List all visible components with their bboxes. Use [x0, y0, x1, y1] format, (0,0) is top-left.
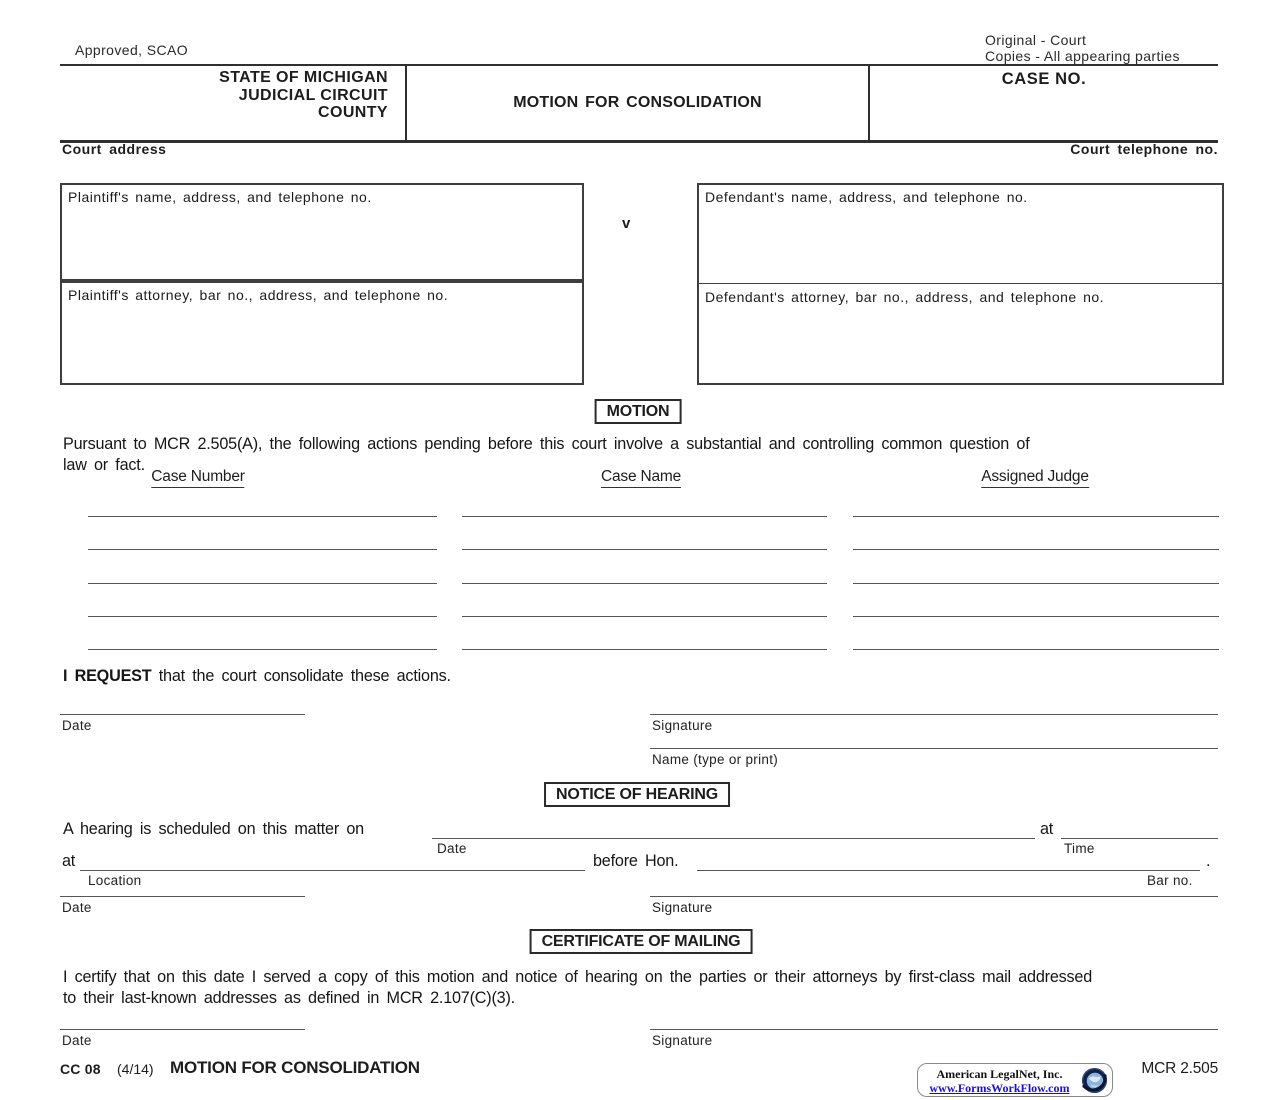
approved-scao-note: Approved, SCAO — [75, 42, 188, 58]
hearing-bar-no-label: Bar no. — [1147, 873, 1193, 888]
county-label: COUNTY — [318, 104, 388, 121]
plaintiff-name-box[interactable] — [60, 183, 584, 281]
footer-form-title: MOTION FOR CONSOLIDATION — [170, 1058, 420, 1077]
mailing-signature-label: Signature — [652, 1033, 713, 1048]
judicial-circuit-label: JUDICIAL CIRCUIT — [238, 86, 388, 104]
case-row-2-col-1-line[interactable] — [88, 549, 437, 550]
hearing-date-label: Date — [437, 841, 467, 856]
hearing-location-line[interactable] — [80, 870, 585, 871]
defendant-box-divider — [699, 283, 1222, 284]
case-row-4-col-2-line[interactable] — [462, 616, 827, 617]
case-row-2-col-2-line[interactable] — [462, 549, 827, 550]
hearing-date2-label: Date — [62, 900, 92, 915]
mailing-date-label: Date — [62, 1033, 92, 1048]
motion-paragraph-line-1: Pursuant to MCR 2.505(A), the following actions pending before this court involve a substantial and controlling common question of — [63, 435, 1030, 453]
notice-of-hearing-heading: NOTICE OF HEARING — [544, 782, 730, 807]
footer-form-code: CC 08 — [60, 1061, 101, 1077]
motion-name-line[interactable] — [650, 748, 1218, 749]
legalnet-globe-icon — [1081, 1067, 1108, 1094]
hearing-signature-line[interactable] — [650, 896, 1218, 897]
plaintiff-attorney-box[interactable] — [60, 281, 584, 385]
case-row-5-col-1-line[interactable] — [88, 649, 437, 650]
footer-revision: (4/14) — [117, 1061, 154, 1077]
copies-line-2: Copies - All appearing parties — [985, 47, 1180, 64]
defendant-attorney-label: Defendant's attorney, bar no., address, and telephone no. — [705, 289, 1105, 305]
request-bold-text: I REQUEST — [63, 667, 152, 685]
hearing-location-label: Location — [88, 873, 142, 888]
footer-mcr-citation: MCR 2.505 — [1141, 1060, 1218, 1077]
hearing-before-hon-text: before Hon. — [593, 852, 679, 870]
form-header-table — [60, 64, 1218, 143]
case-row-1-col-2-line[interactable] — [462, 516, 827, 517]
case-row-3-col-2-line[interactable] — [462, 583, 827, 584]
motion-signature-line[interactable] — [650, 714, 1218, 715]
plaintiff-name-label: Plaintiff's name, address, and telephone no. — [68, 189, 372, 205]
hearing-at-location-text: at — [62, 852, 76, 870]
motion-section-heading: MOTION — [595, 399, 682, 424]
case-row-4-col-3-line[interactable] — [853, 616, 1219, 617]
american-legalnet-name: American LegalNet, Inc. — [936, 1066, 1063, 1081]
column-header-case-number: Case Number — [151, 468, 244, 488]
case-row-2-col-3-line[interactable] — [853, 549, 1219, 550]
motion-signature-label: Signature — [652, 718, 713, 733]
motion-name-label: Name (type or print) — [652, 752, 779, 767]
form-title: MOTION FOR CONSOLIDATION — [513, 94, 762, 111]
case-row-4-col-1-line[interactable] — [88, 616, 437, 617]
court-caption-cell — [60, 66, 405, 140]
motion-date-line[interactable] — [60, 714, 305, 715]
hearing-judge-line[interactable] — [697, 870, 1200, 871]
request-rest-text: that the court consolidate these actions. — [151, 667, 451, 685]
copies-line-1: Original - Court — [985, 32, 1087, 48]
hearing-date-line[interactable] — [432, 838, 1035, 839]
motion-date-label: Date — [62, 718, 92, 733]
case-row-3-col-1-line[interactable] — [88, 583, 437, 584]
hearing-period-text: . — [1206, 852, 1211, 870]
request-sentence — [63, 667, 451, 686]
form-title-cell — [407, 66, 868, 140]
case-row-5-col-2-line[interactable] — [462, 649, 827, 650]
plaintiff-attorney-label: Plaintiff's attorney, bar no., address, and telephone no. — [68, 287, 449, 303]
defendant-name-label: Defendant's name, address, and telephone no. — [705, 189, 1028, 205]
mailing-signature-line[interactable] — [650, 1029, 1218, 1030]
case-row-5-col-3-line[interactable] — [853, 649, 1219, 650]
court-telephone-label: Court telephone no. — [1070, 141, 1218, 157]
versus-label: v — [622, 215, 631, 232]
mailing-paragraph-line-1: I certify that on this date I served a copy of this motion and notice of hearing on the parties or their attorneys by first-class mail addressed — [63, 968, 1093, 986]
state-of-michigan-label: STATE OF MICHIGAN — [219, 69, 388, 86]
mailing-date-line[interactable] — [60, 1029, 305, 1030]
case-row-1-col-3-line[interactable] — [853, 516, 1219, 517]
court-address-label: Court address — [62, 141, 167, 157]
formsworkflow-link[interactable]: www.FormsWorkFlow.com — [929, 1080, 1070, 1095]
column-header-assigned-judge: Assigned Judge — [981, 468, 1089, 488]
mailing-paragraph-line-2: to their last-known addresses as defined in MCR 2.107(C)(3). — [63, 989, 515, 1007]
american-legalnet-text — [918, 1066, 1081, 1095]
motion-paragraph-line-2: law or fact. — [63, 456, 145, 474]
hearing-signature-label: Signature — [652, 900, 713, 915]
case-number-cell[interactable] — [870, 66, 1218, 140]
case-row-3-col-3-line[interactable] — [853, 583, 1219, 584]
defendant-box[interactable] — [697, 183, 1224, 385]
copies-distribution-note — [985, 33, 1180, 64]
certificate-of-mailing-heading: CERTIFICATE OF MAILING — [530, 929, 753, 954]
case-row-1-col-1-line[interactable] — [88, 516, 437, 517]
american-legalnet-logo-box — [917, 1063, 1113, 1097]
hearing-time-label: Time — [1064, 841, 1095, 856]
hearing-line1-text: A hearing is scheduled on this matter on — [63, 820, 364, 838]
case-no-label: CASE NO. — [1001, 70, 1087, 88]
column-header-case-name: Case Name — [601, 468, 681, 488]
hearing-at-time-text: at — [1040, 820, 1054, 838]
hearing-date-sign-line[interactable] — [60, 896, 305, 897]
hearing-time-line[interactable] — [1061, 838, 1218, 839]
